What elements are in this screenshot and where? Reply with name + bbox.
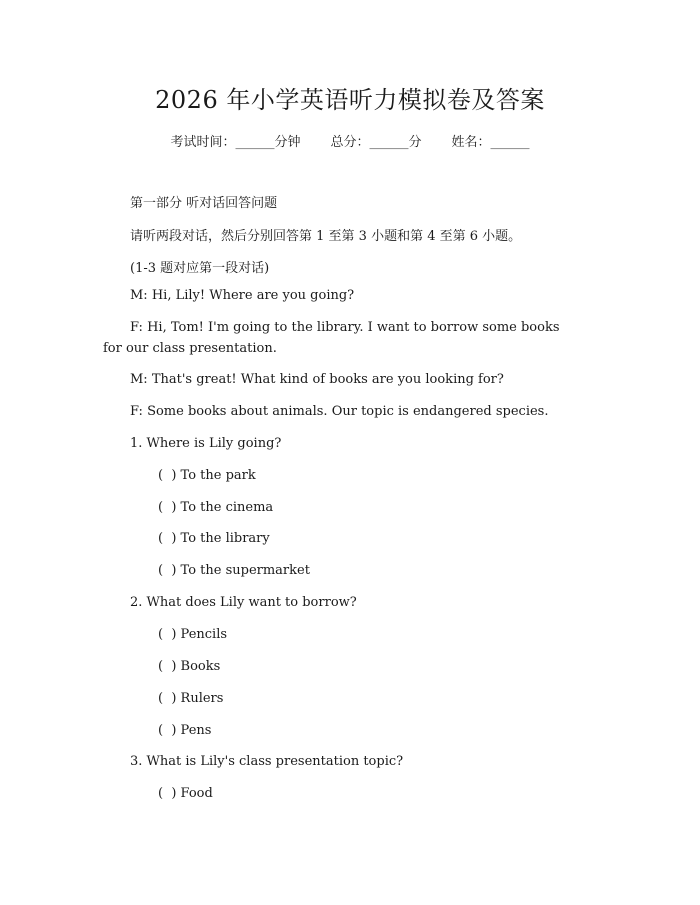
section-heading: 第一部分 听对话回答问题 bbox=[130, 196, 278, 211]
dialogue-line: M: That's great! What kind of books are you looking for? bbox=[130, 372, 504, 387]
document-title: 2026 年小学英语听力模拟卷及答案 bbox=[155, 86, 545, 114]
section-instruction: 请听两段对话，然后分别回答第 1 至第 3 小题和第 4 至第 6 小题。 bbox=[130, 229, 522, 244]
dialogue-line-continuation: for our class presentation. bbox=[103, 341, 277, 356]
student-name-label: 姓名：______ bbox=[451, 135, 530, 150]
question-2: 2. What does Lily want to borrow? bbox=[130, 595, 357, 610]
dialogue-line: M: Hi, Lily! Where are you going? bbox=[130, 288, 355, 303]
answer-option: ( ) Pencils bbox=[158, 627, 228, 642]
question-3: 3. What is Lily's class presentation topic? bbox=[130, 754, 404, 769]
section-note: (1-3 题对应第一段对话) bbox=[130, 261, 270, 276]
answer-option: ( ) Food bbox=[158, 786, 213, 801]
exam-time-label: 考试时间：______分钟 bbox=[170, 135, 301, 150]
answer-option: ( ) Books bbox=[158, 659, 221, 674]
answer-option: ( ) To the supermarket bbox=[158, 563, 310, 578]
answer-option: ( ) To the park bbox=[158, 468, 256, 483]
dialogue-line: F: Hi, Tom! I'm going to the library. I want to borrow some books bbox=[130, 320, 560, 335]
question-1: 1. Where is Lily going? bbox=[130, 436, 282, 451]
dialogue-line: F: Some books about animals. Our topic is endangered species. bbox=[130, 404, 549, 419]
answer-option: ( ) To the cinema bbox=[158, 500, 274, 515]
answer-option: ( ) To the library bbox=[158, 531, 270, 546]
exam-meta bbox=[0, 131, 700, 150]
total-score-label: 总分：______分 bbox=[330, 135, 422, 150]
answer-option: ( ) Rulers bbox=[158, 691, 224, 706]
answer-option: ( ) Pens bbox=[158, 723, 212, 738]
